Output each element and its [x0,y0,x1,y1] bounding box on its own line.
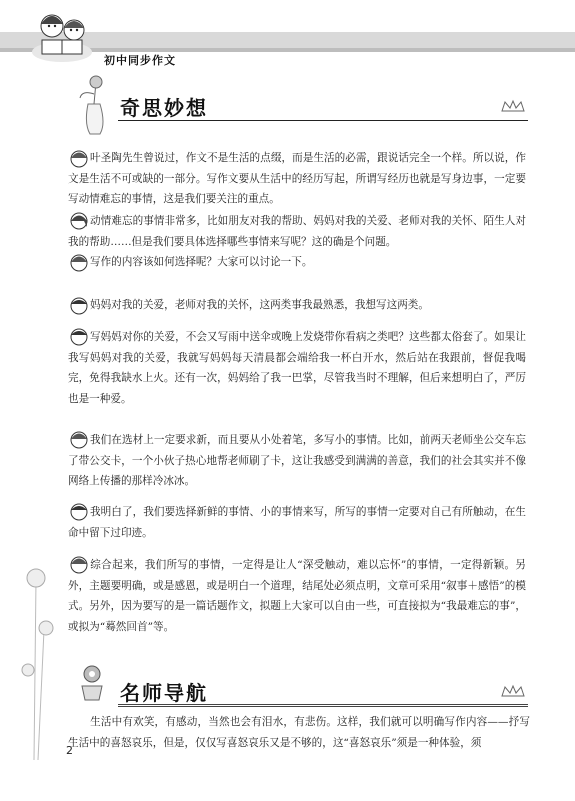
paragraph-8: 综合起来，我们所写的事情，一定得是让人“深受触动，难以忘怀”的事情，一定得新颖。另外，主题要明确，或是感恩，或是明白一个道理，结尾处必须点明，文章可采用“叙事＋感悟”的模式。另外，因为要写的是一篇话题作文，拟题上大家可以自由一些，可直接拟为“我最难忘的事”，或拟为“蓦然回首”等。 [68,559,526,633]
section-divider [118,704,528,707]
kids-reading-illustration [28,2,96,66]
section-title-mingshi: 名师导航 [120,681,208,705]
paragraph-5: 写妈妈对你的关爱，不会又写雨中送伞或晚上发烧带你看病之类吧？这些都太俗套了。如果让我写妈妈对我的关爱，我就写妈妈每天清晨都会端给我一杯白开水，然后站在我跟前，督促我喝完，免得我缺水上火。还有一次，妈妈给了我一巴掌，尽管我当时不理解，但后来想明白了，严厉也是一种爱。 [68,331,526,405]
section-divider [118,120,528,121]
paragraph-9: 生活中有欢笑，有感动，当然也会有泪水，有悲伤。这样，我们就可以明确写作内容——抒写生活中的喜怒哀乐，但是，仅仅写喜怒哀乐又是不够的，这“喜怒哀乐”须是一种体验，须 [68,716,530,749]
paragraph-1: 叶圣陶先生曾说过，作文不是生活的点缀，而是生活的必需，跟说话完全一个样。所以说，作文是生活不可或缺的一部分。写作文要从生活中的经历写起，所谓写经历也就是写身边事，一定要写动情难忘的事情，这是我们要关注的重点。 [68,152,526,206]
header-title: 初中同步作文 [104,54,176,67]
paragraph-7: 我明白了，我们要选择新鲜的事情、小的事情来写，所写的事情一定要对自己有所触动，在生命中留下过印迹。 [68,506,526,539]
crown-ornament-icon [500,684,526,698]
paragraph-4: 妈妈对我的关爱，老师对我的关怀，这两类事我最熟悉，我想写这两类。 [90,299,429,311]
flower-decoration-icon [14,560,60,760]
section-title-qisi: 奇思妙想 [120,96,208,120]
page-number: 2 [66,744,73,757]
paragraph-3: 写作的内容该如何选择呢？大家可以讨论一下。 [90,256,313,268]
paragraph-2: 动情难忘的事情非常多，比如朋友对我的帮助、妈妈对我的关爱、老师对我的关怀、陌生人对我的帮助……但是我们要具体选择哪些事情来写呢？这的确是个问题。 [68,215,526,248]
paragraph-6: 我们在选材上一定要求新，而且要从小处着笔，多写小的事情。比如，前两天老师坐公交车忘了带公交卡，一个小伙子热心地帮老师刷了卡，这让我感受到满满的善意，我们的社会其实并不像网络上传播的那样冷冰冰。 [68,434,526,488]
flower-pot-icon [72,660,112,702]
crown-ornament-icon [500,99,526,113]
flower-vase-icon [70,74,118,136]
